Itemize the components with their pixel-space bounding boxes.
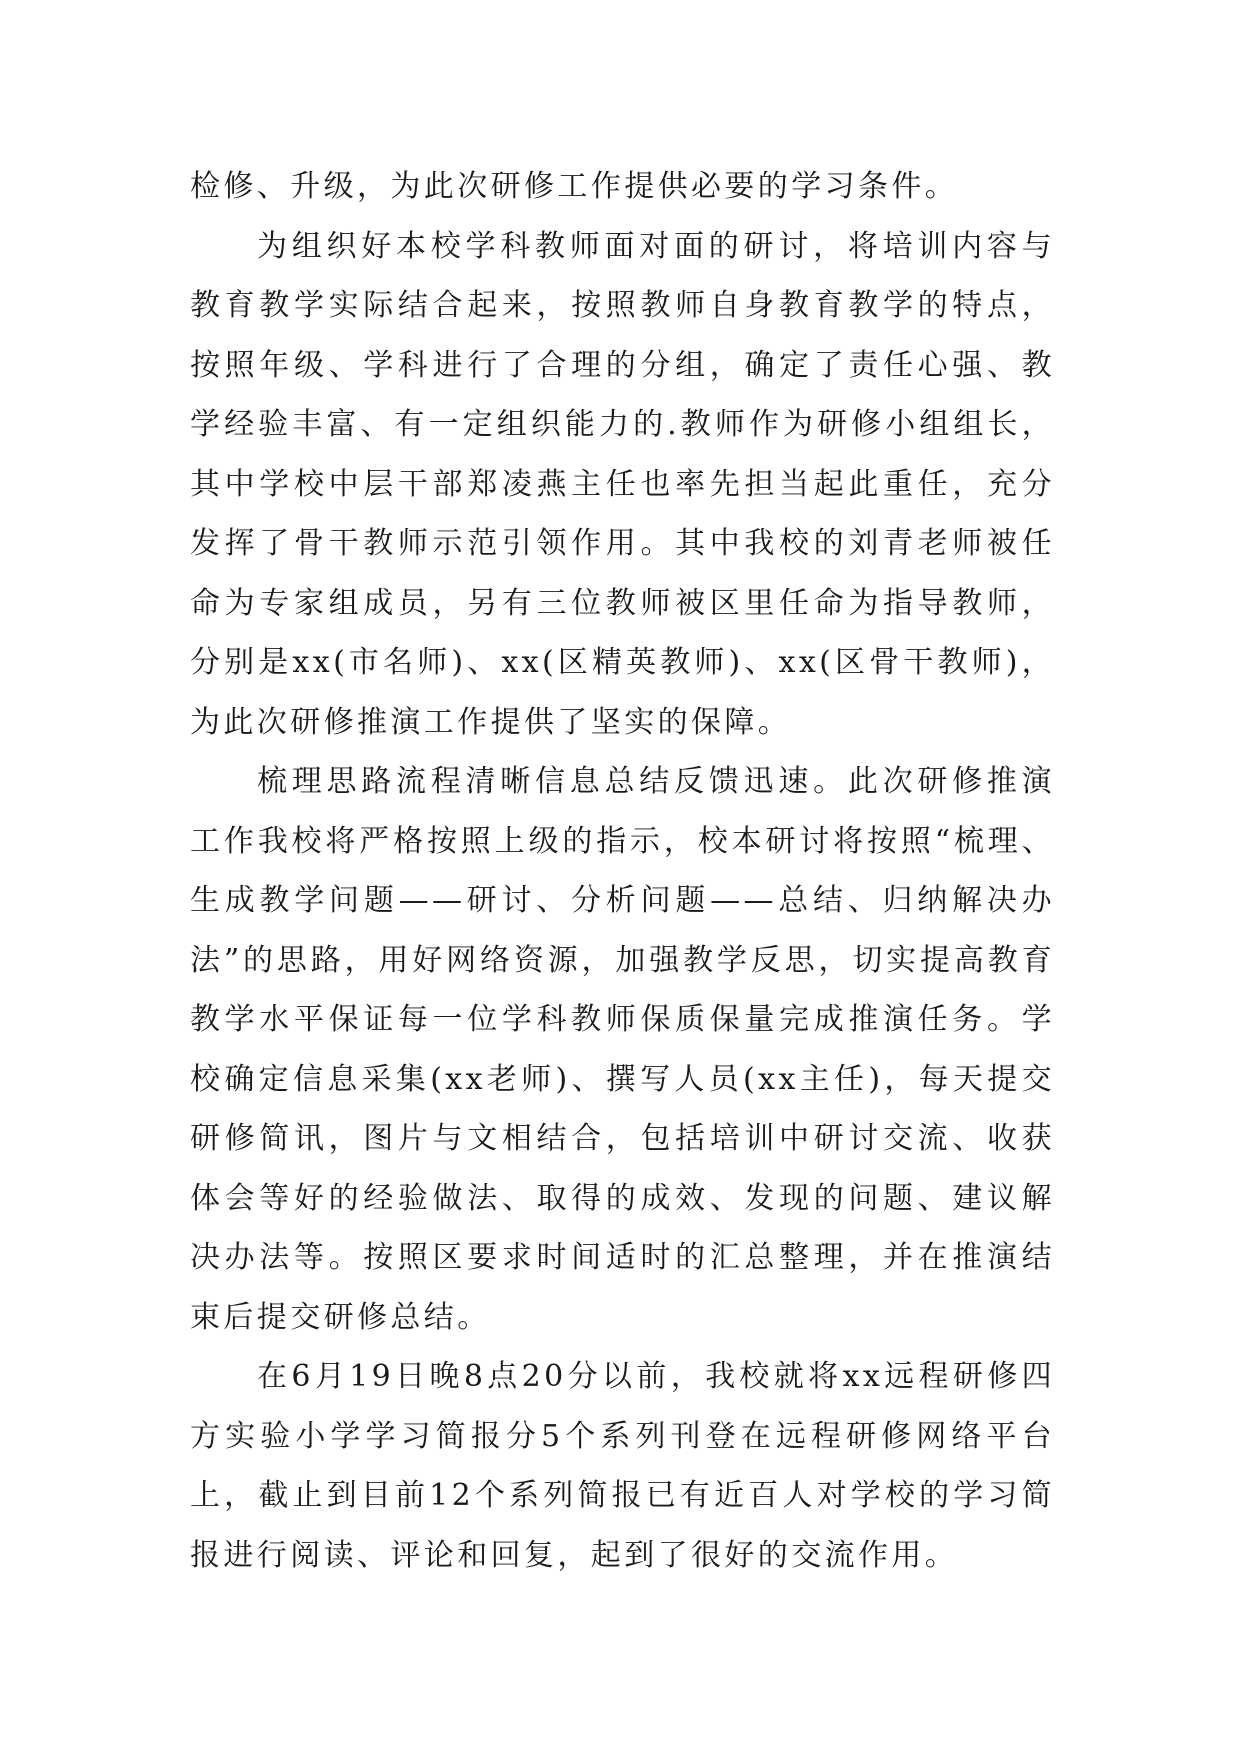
paragraph-workflow: 梳理思路流程清晰信息总结反馈迅速。此次研修推演工作我校将严格按照上级的指示，校本研讨将按照“梳理、生成教学问题——研讨、分析问题——总结、归纳解决办法”的思路，用好网络资源，加强教学反思，切实提高教育教学水平保证每一位学科教师保质保量完成推演任务。学校确定信息采集(xx老师)、撰写人员(xx主任)，每天提交研修简讯，图片与文相结合，包括培训中研讨交流、收获体会等好的经验做法、取得的成效、发现的问题、建议解决办法等。按照区要求时间适时的汇总整理，并在推演结束后提交研修总结。 [190,764,1055,1335]
paragraph-continuation: 检修、升级，为此次研修工作提供必要的学习条件。 [190,169,959,204]
paragraph-grouping: 为组织好本校学科教师面对面的研讨，将培训内容与教育教学实际结合起来，按照教师自身教育教学的特点，按照年级、学科进行了合理的分组，确定了责任心强、教学经验丰富、有一定组织能力的.教师作为研修小组组长，其中学校中层干部郑凌燕主任也率先担当起此重任，充分发挥了骨干教师示范引领作用。其中我校的刘青老师被任命为专家组成员，另有三位教师被区里任命为指导教师，分别是xx(市名师)、xx(区精英教师)、xx(区骨干教师)，为此次研修推演工作提供了坚实的保障。 [190,228,1055,740]
paragraph-bulletin: 在6月19日晚8点20分以前，我校就将xx远程研修四方实验小学学习简报分5个系列刊登在远程研修网络平台上，截止到目前12个系列简报已有近百人对学校的学习简报进行阅读、评论和回复，起到了很好的交流作用。 [190,1359,1055,1573]
document-body [190,157,1055,1585]
